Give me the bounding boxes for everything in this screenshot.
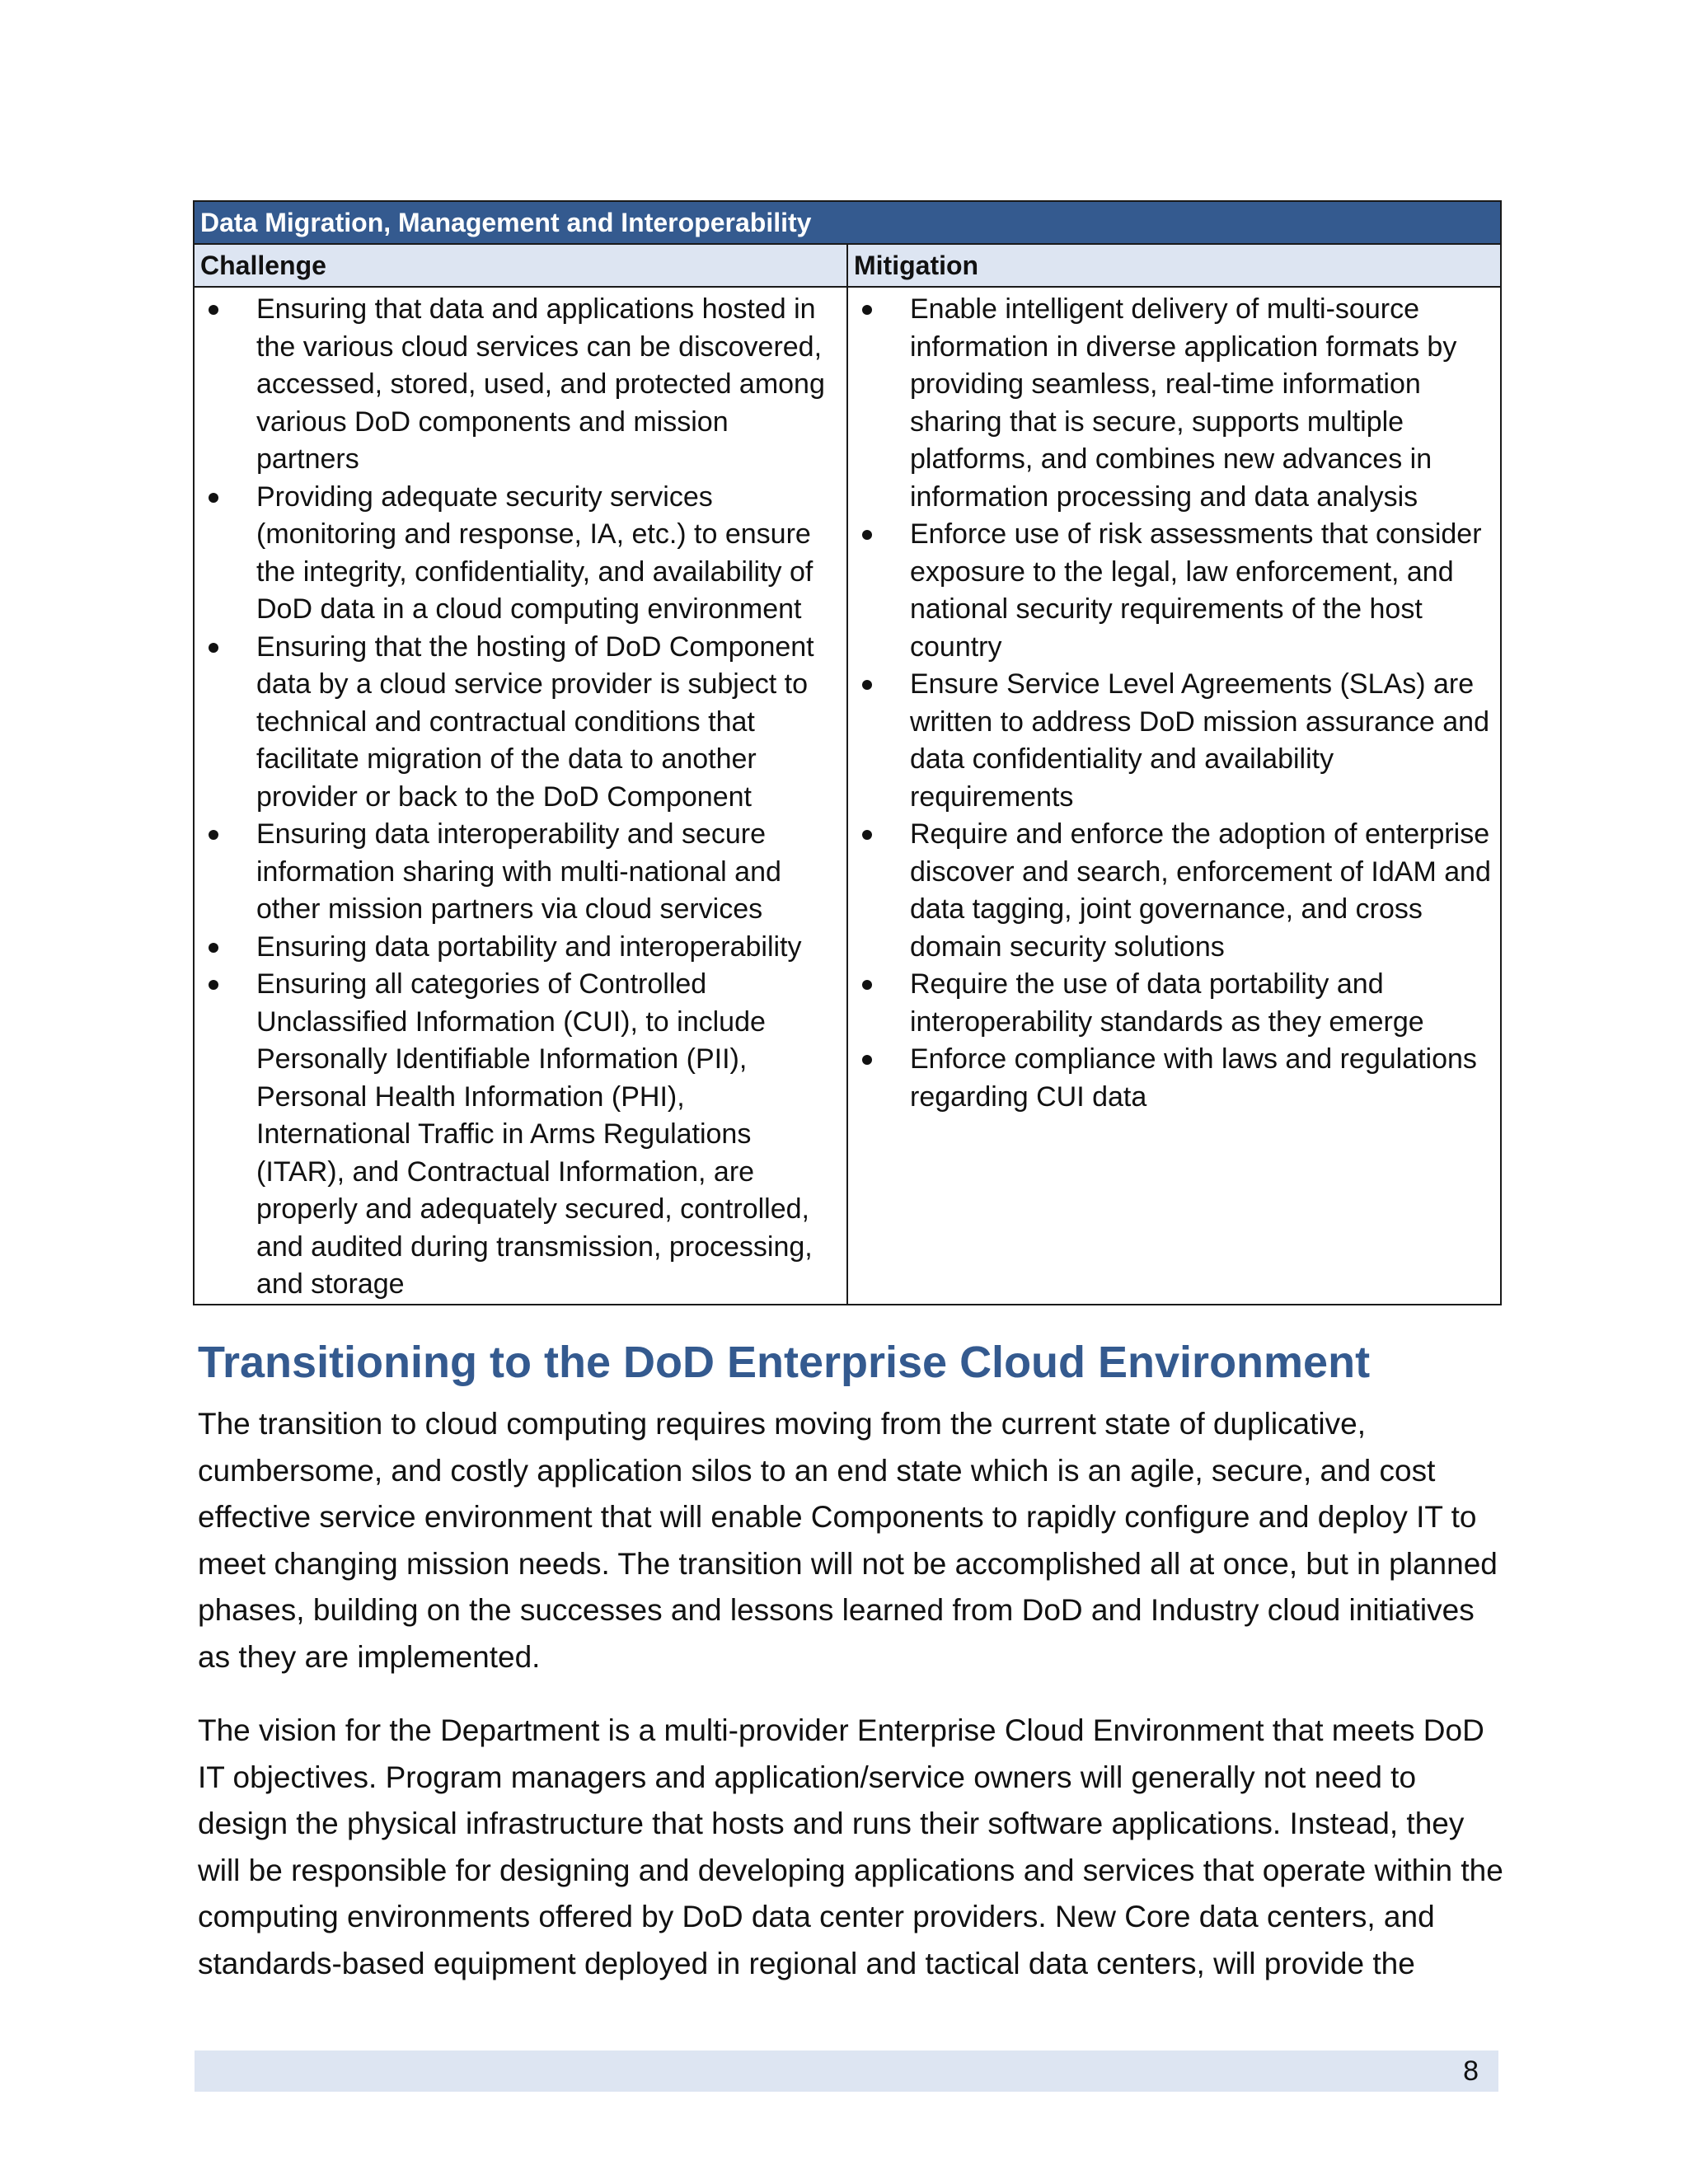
challenge-text: Providing adequate security services (monitoring and response, IA, etc.) to ensure the integrity, confidentiality, and availability of DoD data in a cloud computing environment (256, 480, 814, 625)
bullet-icon (209, 980, 218, 990)
page-number: 8 (1463, 2055, 1479, 2087)
bullet-icon (209, 305, 218, 315)
challenge-item (195, 479, 838, 629)
challenge-list (195, 288, 838, 1304)
bullet-icon (209, 493, 218, 503)
mitigation-item (848, 291, 1492, 516)
bullet-icon (862, 305, 872, 315)
bullet-icon (862, 830, 872, 840)
page-footer (195, 2050, 1498, 2092)
challenge-item (195, 929, 838, 967)
table-title: Data Migration, Management and Interoperability (194, 201, 1501, 244)
challenge-item (195, 629, 838, 817)
challenge-item (195, 966, 838, 1304)
mitigation-text: Enforce use of risk assessments that consider exposure to the legal, law enforcement, and national security requirements of the host country (910, 518, 1482, 663)
mitigation-text: Enforce compliance with laws and regulations regarding CUI data (910, 1043, 1477, 1113)
bullet-icon (209, 943, 218, 953)
challenge-text: Ensuring data interoperability and secure information sharing with multi-national and other mission partners via cloud services (256, 818, 781, 925)
mitigation-text: Require the use of data portability and interoperability standards as they emerge (910, 968, 1424, 1038)
challenge-cell (194, 287, 847, 1305)
mitigation-item (848, 966, 1492, 1041)
body-paragraph: The transition to cloud computing requires moving from the current state of duplicative, cumbersome, and costly application silos to an end state which is an agile, secure, and cost effective service environment that will enable Components to rapidly configure and deploy IT to meet changing mission needs. The transition will not be accomplished all at once, but in planned phases, building on the successes and lessons learned from DoD and Industry cloud initiatives as they are implemented. (198, 1407, 1498, 1674)
mitigation-header: Mitigation (847, 244, 1501, 287)
challenge-header: Challenge (194, 244, 847, 287)
bullet-icon (862, 1055, 872, 1065)
mitigation-list (848, 288, 1492, 1116)
mitigation-text: Require and enforce the adoption of enterprise discover and search, enforcement of IdAM and data tagging, joint governance, and cross domain security solutions (910, 818, 1491, 963)
challenge-text: Ensuring that the hosting of DoD Component data by a cloud service provider is subject to technical and contractual conditions that facilitate migration of the data to another provider or back to the DoD Component (256, 630, 814, 813)
bullet-icon (862, 680, 872, 690)
challenge-text: Ensuring data portability and interoperability (256, 930, 802, 963)
challenge-text: Ensuring that data and applications hosted in the various cloud services can be discovered, accessed, stored, used, and protected among various DoD components and mission partners (256, 293, 825, 475)
bullet-icon (862, 980, 872, 990)
data-migration-table (193, 200, 1502, 1305)
mitigation-item (848, 816, 1492, 966)
mitigation-text: Ensure Service Level Agreements (SLAs) are written to address DoD mission assurance and data confidentiality and availability requirements (910, 668, 1489, 813)
bullet-icon (862, 530, 872, 540)
bullet-icon (209, 643, 218, 653)
challenge-text: Ensuring all categories of Controlled Unclassified Information (CUI), to include Personally Identifiable Information (PII), Personal Health Information (PHI), International Traffic in Arms Regulations (ITAR), and Contractual Information, are properly and adequately secured, controlled, and audited during transmission, processing, and storage (256, 968, 813, 1300)
bullet-icon (209, 830, 218, 840)
body-paragraph: The vision for the Department is a multi-provider Enterprise Cloud Environment that meets DoD IT objectives. Program managers and application/service owners will generally not need to design the physical infrastructure that hosts and runs their software applications. Instead, they will be responsible for designing and developing applications and services that operate within the computing environments offered by DoD data center providers. New Core data centers, and standards-based equipment deployed in regional and tactical data centers, will provide the (198, 1713, 1503, 1980)
challenge-item (195, 816, 838, 929)
mitigation-item (848, 1041, 1492, 1116)
mitigation-item (848, 666, 1492, 816)
challenge-item (195, 291, 838, 479)
mitigation-text: Enable intelligent delivery of multi-source information in diverse application formats by providing seamless, real-time information sharing that is secure, supports multiple platforms, and combines new advances in information processing and data analysis (910, 293, 1457, 513)
mitigation-cell (847, 287, 1501, 1305)
mitigation-item (848, 516, 1492, 666)
section-heading: Transitioning to the DoD Enterprise Cloud Environment (198, 1338, 1371, 1387)
